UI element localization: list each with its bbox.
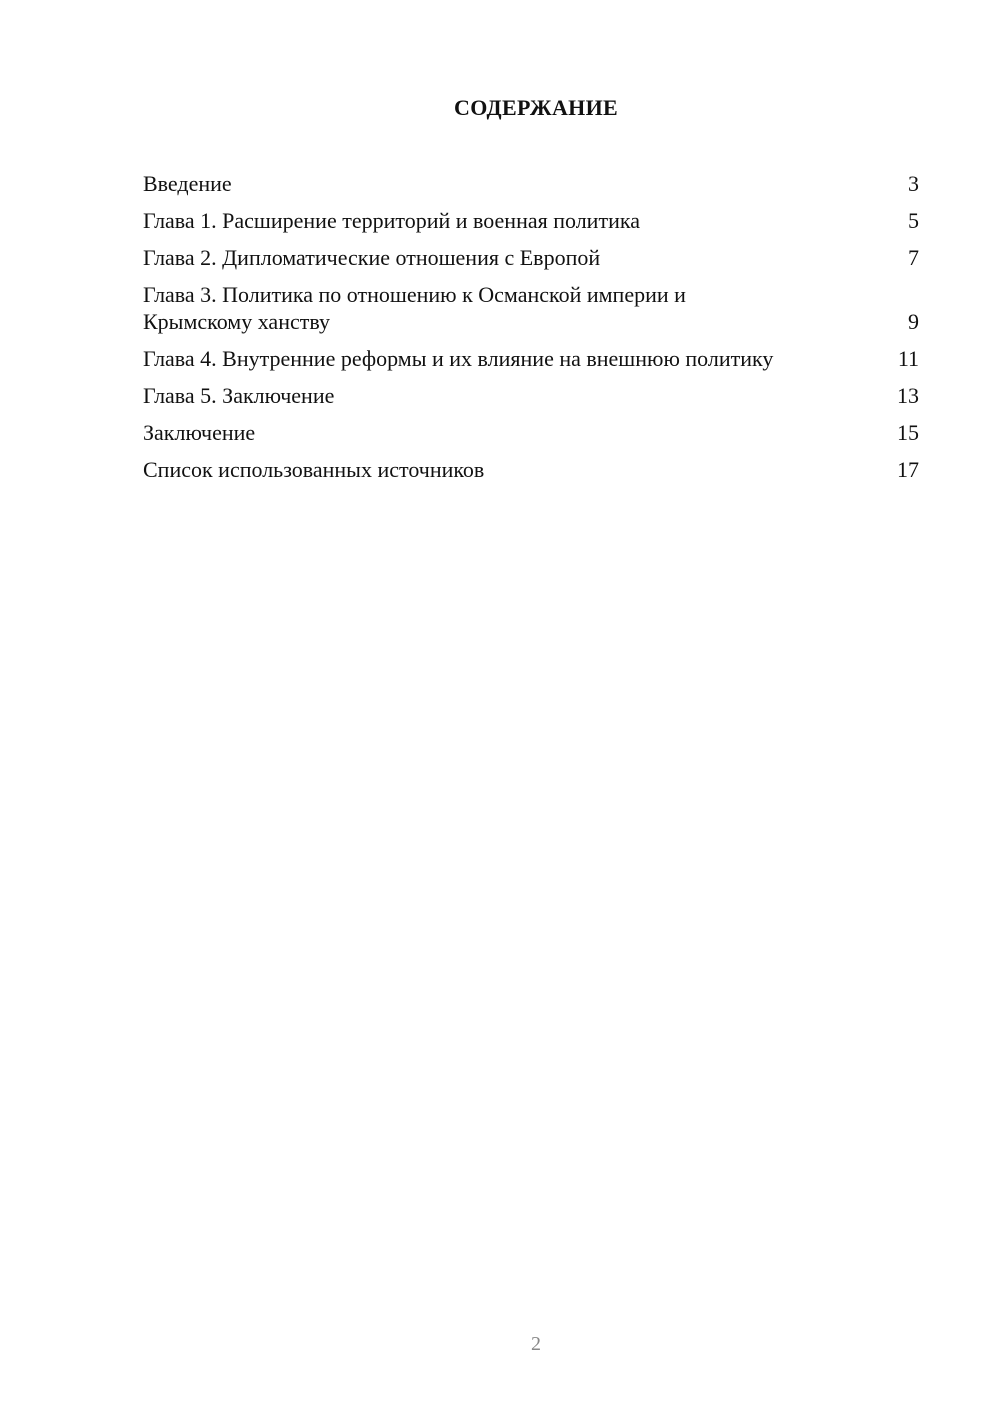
toc-entry-page: 7 — [908, 245, 919, 270]
toc-entry — [143, 207, 919, 234]
toc-entry — [143, 456, 919, 483]
toc-entry-label: Введение — [143, 171, 232, 196]
toc-entry-page: 3 — [908, 171, 919, 196]
toc-entry-label: Глава 4. Внутренние реформы и их влияние на внешнюю политику — [143, 346, 774, 371]
toc-entry-label: Глава 3. Политика по отношению к Османской империи и Крымскому ханству — [143, 282, 686, 334]
toc-entry — [143, 345, 919, 372]
toc-entry-label: Заключение — [143, 420, 256, 445]
toc-entry-page: 9 — [908, 309, 919, 334]
toc-entry — [143, 419, 919, 446]
toc-entry-page: 5 — [908, 208, 919, 233]
toc-entry-label: Глава 1. Расширение территорий и военная политика — [143, 208, 640, 233]
page-number: 2 — [531, 1333, 541, 1355]
toc-entry — [143, 382, 919, 409]
toc-entry — [143, 281, 919, 335]
toc-entry-label: Глава 2. Дипломатические отношения с Европой — [143, 245, 601, 270]
toc-entry-label: Глава 5. Заключение — [143, 383, 335, 408]
toc-entry-page: 17 — [897, 457, 919, 482]
toc-entry-page: 13 — [897, 383, 919, 408]
toc-entry-page: 11 — [897, 346, 919, 371]
toc-entry-page: 15 — [897, 420, 919, 445]
page-title: СОДЕРЖАНИЕ — [454, 95, 618, 120]
toc-entry — [143, 244, 919, 271]
table-of-contents — [143, 170, 919, 493]
toc-entry — [143, 170, 919, 197]
toc-entry-label: Список использованных источников — [143, 457, 485, 482]
